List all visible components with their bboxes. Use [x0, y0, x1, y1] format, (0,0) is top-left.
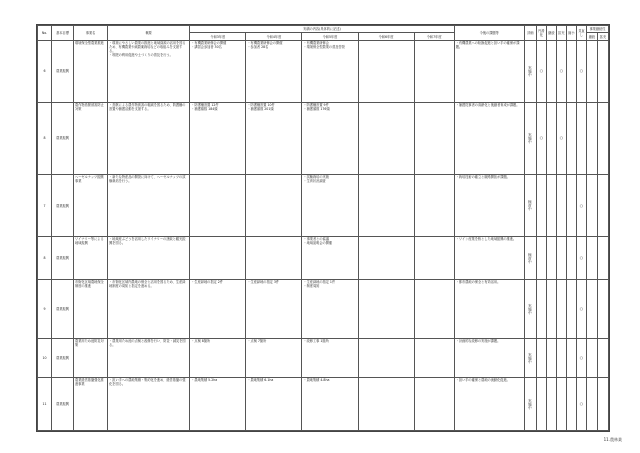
- header-eval: 評価: [524, 26, 536, 41]
- page-footer: 11.農林業: [603, 437, 622, 442]
- row-highlight-1: [586, 237, 597, 280]
- row-plan: [454, 175, 524, 237]
- row-highlight-2: [597, 102, 608, 174]
- row-category: [52, 102, 74, 174]
- row-year-4: [358, 40, 414, 102]
- header-col-4: 縮小: [566, 26, 576, 41]
- row-year-1-text: ・有機農業研修会の開催 ・講習会参加者 30名: [191, 40, 227, 49]
- row-mark-2: [546, 237, 556, 280]
- row-overview-text: ・農業用ため池の点検と改修を行い、防災・減災を図る。: [109, 339, 186, 348]
- row-year-1: [190, 377, 246, 430]
- row-overview-text: ・環境にやさしい農業の推進と地域資源の活用を図るため、有機農業や減農薬栽培などの取組みを支援する。 ・堆肥の利用促進や土づくりの普及を行う。: [109, 40, 186, 57]
- row-year-4: [358, 339, 414, 377]
- row-year-2-text: ・点検 7箇所: [247, 339, 267, 344]
- row-eval: [524, 237, 536, 280]
- row-eval: [524, 40, 536, 102]
- row-highlight-1: [586, 40, 597, 102]
- row-category-text: 農業振興: [56, 69, 69, 74]
- row-year-1: [190, 102, 246, 174]
- header-category: 基本目標: [52, 26, 74, 41]
- row-business-text: 市街化区域農地保全制度の推進: [75, 279, 104, 288]
- row-year-3-text: ・事業者との協議 ・地域説明会の開催: [303, 237, 333, 245]
- row-mark-4: [566, 102, 576, 174]
- row-mark-5: [576, 279, 586, 339]
- row-no-text: 7: [43, 203, 46, 208]
- row-category: [52, 237, 74, 280]
- row-category: [52, 339, 74, 377]
- row-year-2-text: ・生産緑地の指定 3件: [247, 279, 280, 284]
- row-overview-text: ・鳥獣による農作物被害の軽減を図るため、防護柵の設置や捕獲活動を支援する。: [109, 102, 186, 111]
- row-overview: [108, 175, 190, 237]
- row-mark-2: [546, 377, 556, 430]
- row-year-3: [302, 237, 358, 280]
- row-mark-1: [536, 237, 546, 280]
- row-eval: [524, 377, 536, 430]
- row-year-1: [190, 175, 246, 237]
- row-year-3-text: ・改修工事 1箇所: [303, 339, 329, 344]
- header-business: 事業名: [74, 26, 108, 41]
- row-plan: [454, 40, 524, 102]
- row-mark-5: [576, 339, 586, 377]
- header-year-1: 令和3年度: [190, 33, 246, 40]
- implementation-table: [36, 24, 610, 432]
- row-overview-text: ・地域産ぶどうを活用したワイナリーの誘致と観光振興を図る。: [109, 237, 186, 245]
- row-mark-5-text: ○: [579, 305, 584, 311]
- row-year-3: [302, 175, 358, 237]
- table-row: [38, 279, 609, 339]
- row-year-2: [246, 339, 302, 377]
- row-mark-5-text: ○: [579, 254, 584, 260]
- row-mark-3: [556, 237, 566, 280]
- header-plan: 今後の課題等: [454, 26, 524, 41]
- row-business-text: ワイナリー等による地域振興: [75, 237, 104, 245]
- row-mark-1: [536, 40, 546, 102]
- row-year-1: [190, 339, 246, 377]
- row-mark-1-text: ○: [539, 135, 544, 141]
- row-business-text: 農業経営基盤強化推進事業: [75, 377, 104, 386]
- row-business: [74, 175, 108, 237]
- row-highlight-1: [586, 339, 597, 377]
- row-mark-5-text: ○: [579, 354, 584, 360]
- table-row: [38, 40, 609, 102]
- row-plan: [454, 279, 524, 339]
- row-mark-5: [576, 237, 586, 280]
- row-business: [74, 279, 108, 339]
- row-overview: [108, 102, 190, 174]
- row-highlight-1: [586, 175, 597, 237]
- row-overview: [108, 40, 190, 102]
- row-mark-2: [546, 279, 556, 339]
- row-eval: [524, 339, 536, 377]
- row-category-text: 農業振興: [56, 203, 69, 208]
- header-overview: 概要: [108, 26, 190, 41]
- row-mark-4: [566, 175, 576, 237]
- row-highlight-1: [586, 102, 597, 174]
- row-year-5: [414, 175, 454, 237]
- row-mark-5-text: ○: [579, 202, 584, 208]
- row-year-5: [414, 102, 454, 174]
- row-mark-3: [556, 279, 566, 339]
- row-overview-text: ・新たな特産品の開発に向けて、ヘーゼルナッツの試験栽培を行う。: [109, 175, 186, 184]
- row-plan-text: ・担い手の確保と農地の流動化促進。: [455, 377, 510, 382]
- row-overview: [108, 377, 190, 430]
- row-mark-5: [576, 377, 586, 430]
- row-plan-text: ・計画的な改修の実施が課題。: [455, 339, 501, 344]
- row-year-3: [302, 279, 358, 339]
- row-mark-4: [566, 339, 576, 377]
- row-mark-2: [546, 339, 556, 377]
- row-no: [38, 279, 52, 339]
- row-mark-4: [566, 40, 576, 102]
- row-no-text: 9: [43, 306, 46, 311]
- table-row: [38, 175, 609, 237]
- row-category-text: 農業振興: [56, 401, 69, 406]
- row-mark-2: [546, 175, 556, 237]
- row-highlight-2: [597, 339, 608, 377]
- row-plan: [454, 339, 524, 377]
- row-category-text: 農業振興: [56, 355, 69, 360]
- row-eval: [524, 102, 536, 174]
- row-mark-1: [536, 339, 546, 377]
- row-no: [38, 237, 52, 280]
- row-eval-text: 検討中: [528, 252, 533, 264]
- header-highlight-1: 継続: [586, 33, 597, 40]
- row-year-3: [302, 102, 358, 174]
- row-overview: [108, 237, 190, 280]
- row-year-1-text: ・点検 8箇所: [191, 339, 211, 344]
- row-year-3-text: ・農地集積 4.8ha: [303, 377, 330, 382]
- row-plan: [454, 377, 524, 430]
- header-year-4: 令和6年度: [358, 33, 414, 40]
- row-highlight-2: [597, 279, 608, 339]
- row-mark-3: [556, 175, 566, 237]
- header-row: [38, 26, 609, 33]
- header-year-5: 令和7年度: [414, 33, 454, 40]
- row-year-1: [190, 40, 246, 102]
- row-eval-text: 実施中: [528, 303, 533, 315]
- row-mark-1: [536, 175, 546, 237]
- header-no: No.: [38, 26, 52, 41]
- row-year-2: [246, 279, 302, 339]
- table-body: [38, 40, 609, 430]
- row-business: [74, 40, 108, 102]
- row-no-text: 10: [42, 355, 47, 360]
- row-business-text: 農業用ため池防災対策: [75, 339, 104, 348]
- row-no-text: 8: [43, 136, 46, 141]
- row-mark-3: [556, 377, 566, 430]
- row-year-5: [414, 279, 454, 339]
- row-mark-1-text: ○: [539, 68, 544, 74]
- row-category-text: 農業振興: [56, 306, 69, 311]
- row-no-text: 8: [43, 255, 46, 260]
- header-col-1: 円滑化: [536, 26, 546, 41]
- row-year-3-text: ・防護柵設置 9件 ・捕獲頭数 176頭: [303, 102, 330, 111]
- row-category: [52, 175, 74, 237]
- row-category: [52, 279, 74, 339]
- row-year-2: [246, 175, 302, 237]
- row-highlight-1: [586, 377, 597, 430]
- row-year-3-text: ・有機農業研修会 ・環境保全型農業の普及啓発: [303, 40, 345, 49]
- header-col-2: 継続: [546, 26, 556, 41]
- row-highlight-2: [597, 40, 608, 102]
- row-eval-text: 実施中: [528, 398, 533, 410]
- header-highlight-group: 事業継続性: [586, 26, 608, 33]
- row-no: [38, 40, 52, 102]
- row-mark-3-text: ○: [559, 135, 564, 141]
- table-row: [38, 102, 609, 174]
- row-highlight-2: [597, 237, 608, 280]
- row-mark-5-text: ○: [579, 400, 584, 406]
- row-business: [74, 237, 108, 280]
- row-year-2-text: ・有機農業研修会の開催 ・参加者 28名: [247, 40, 283, 49]
- row-mark-2: [546, 102, 556, 174]
- row-year-1-text: ・生産緑地の指定 2件: [191, 279, 223, 284]
- row-no-text: 6: [43, 69, 46, 74]
- row-year-3: [302, 40, 358, 102]
- row-eval: [524, 175, 536, 237]
- row-eval-text: 実施中: [528, 66, 533, 77]
- row-business-text: 農作物鳥獣被害防止対策: [75, 102, 104, 111]
- row-year-1-text: ・防護柵設置 12件 ・捕獲頭数 184頭: [191, 102, 219, 111]
- header-implementation: 実績の内容(具体的に記述): [190, 26, 454, 33]
- row-mark-1: [536, 279, 546, 339]
- row-year-3: [302, 339, 358, 377]
- table-row: [38, 377, 609, 430]
- row-year-3-text: ・試験栽培の実施 ・生育状況調査: [303, 175, 329, 184]
- row-plan-text: ・都市農地の保全と有効活用。: [455, 279, 501, 284]
- row-mark-5: [576, 175, 586, 237]
- row-plan: [454, 102, 524, 174]
- row-plan-text: ・栽培技術の確立と販路開拓が課題。: [455, 175, 510, 180]
- row-mark-3: [556, 102, 566, 174]
- row-overview: [108, 339, 190, 377]
- row-eval-text: 実施中: [528, 352, 533, 364]
- table-row: [38, 237, 609, 280]
- row-year-4: [358, 102, 414, 174]
- row-plan-text: ・有機農業への転換促進と担い手の確保が課題。: [455, 40, 520, 49]
- row-year-4: [358, 377, 414, 430]
- row-eval-text: 検討中: [528, 200, 533, 211]
- row-year-5: [414, 339, 454, 377]
- header-year-3: 令和5年度: [302, 33, 358, 40]
- row-business-text: ヘーゼルナッツ振興事業: [75, 175, 104, 184]
- row-highlight-2: [597, 377, 608, 430]
- row-year-2: [246, 102, 302, 174]
- row-eval: [524, 279, 536, 339]
- row-mark-1: [536, 102, 546, 174]
- header-year-2: 令和4年度: [246, 33, 302, 40]
- row-highlight-1: [586, 279, 597, 339]
- row-overview-text: ・担い手への農地集積・集約化を進め、経営基盤の強化を図る。: [109, 377, 186, 386]
- row-plan: [454, 237, 524, 280]
- row-year-2-text: ・防護柵設置 10件 ・捕獲頭数 201頭: [247, 102, 275, 111]
- row-year-2: [246, 377, 302, 430]
- row-year-2-text: ・農地集積 6.1ha: [247, 377, 274, 382]
- row-no: [38, 175, 52, 237]
- row-year-2: [246, 40, 302, 102]
- row-year-5: [414, 40, 454, 102]
- row-mark-5: [576, 102, 586, 174]
- row-business: [74, 377, 108, 430]
- row-year-4: [358, 279, 414, 339]
- row-mark-5-text: ○: [579, 68, 584, 74]
- row-mark-5: [576, 40, 586, 102]
- row-mark-4: [566, 237, 576, 280]
- header-highlight-2: 拡充: [597, 33, 608, 40]
- header-col-5: 見直し: [576, 26, 586, 41]
- row-year-3-text: ・生産緑地の指定 1件 ・制度周知: [303, 279, 336, 288]
- row-mark-3: [556, 339, 566, 377]
- row-no: [38, 377, 52, 430]
- row-overview-text: ・市街化区域内農地の保全と活用を図るため、生産緑地制度の周知と指定を進める。: [109, 279, 186, 288]
- row-year-5: [414, 377, 454, 430]
- row-year-1-text: ・農地集積 5.2ha: [191, 377, 218, 382]
- row-business: [74, 339, 108, 377]
- row-year-1: [190, 237, 246, 280]
- row-category-text: 農業振興: [56, 136, 69, 141]
- row-business-text: 環境保全型農業推進: [75, 40, 104, 45]
- header-col-3: 拡充: [556, 26, 566, 41]
- row-eval-text: 実施中: [528, 133, 533, 144]
- row-no: [38, 102, 52, 174]
- row-year-4: [358, 237, 414, 280]
- row-year-3: [302, 377, 358, 430]
- row-plan-text: ・捕獲従事者の高齢化と後継者育成が課題。: [455, 102, 520, 107]
- row-category: [52, 377, 74, 430]
- row-no: [38, 339, 52, 377]
- row-year-1: [190, 279, 246, 339]
- row-category-text: 農業振興: [56, 255, 69, 260]
- row-no-text: 11: [42, 401, 47, 406]
- row-overview: [108, 279, 190, 339]
- row-year-4: [358, 175, 414, 237]
- row-year-2: [246, 237, 302, 280]
- row-category: [52, 40, 74, 102]
- row-mark-2: [546, 40, 556, 102]
- row-mark-1: [536, 377, 546, 430]
- row-mark-3-text: ○: [559, 68, 564, 74]
- table-row: [38, 339, 609, 377]
- row-year-5: [414, 237, 454, 280]
- row-mark-4: [566, 377, 576, 430]
- row-mark-4: [566, 279, 576, 339]
- row-business: [74, 102, 108, 174]
- row-highlight-2: [597, 175, 608, 237]
- row-plan-text: ・ワイン産業を核とした地域振興の推進。: [455, 237, 517, 241]
- row-mark-3: [556, 40, 566, 102]
